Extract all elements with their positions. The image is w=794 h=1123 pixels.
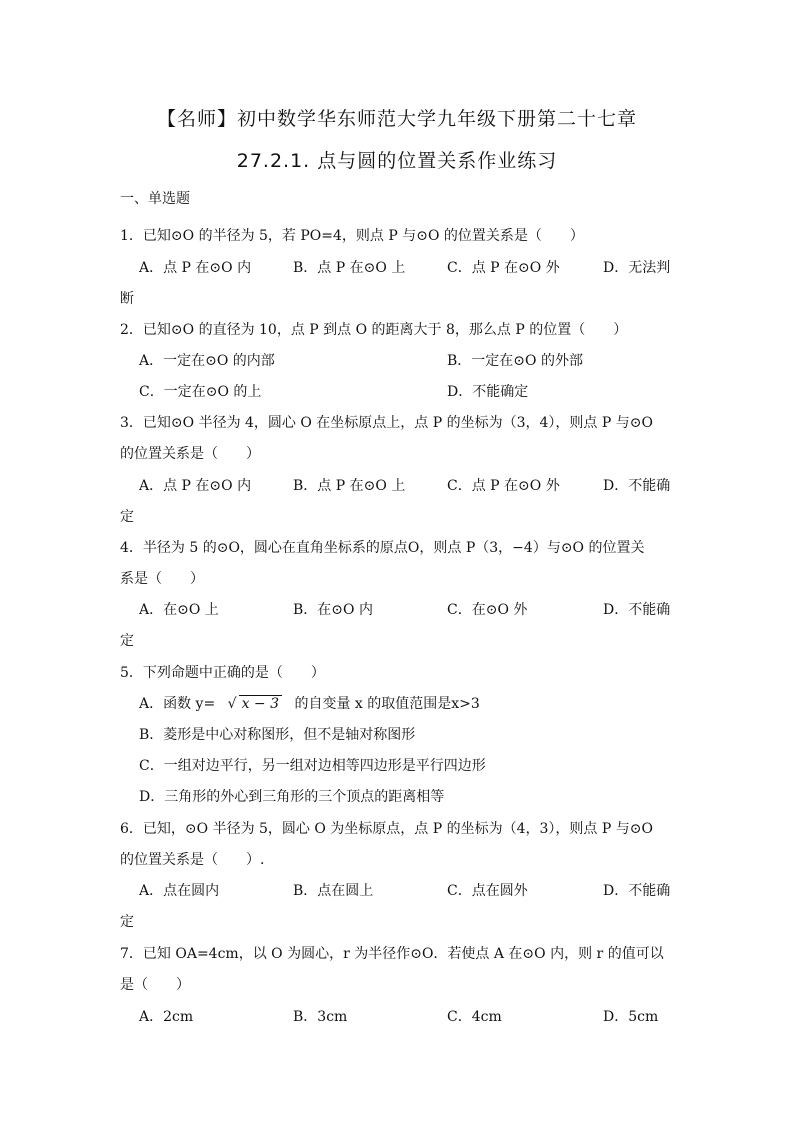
question-5-option-c: C．一组对边平行，另一组对边相等四边形是平行四边形: [139, 758, 486, 774]
question-7-option-a: A．2cm: [139, 1009, 194, 1025]
question-2-option-c: C．一定在⊙O 的上: [139, 384, 262, 400]
question-4-option-c: C．在⊙O 外: [447, 602, 528, 618]
question-3-option-d: D．不能确: [603, 478, 671, 494]
question-2-option-d: D．不能确定: [447, 384, 529, 400]
question-6-stem-line-2: 的位置关系是（ ）.: [120, 852, 265, 868]
question-1-option-a: A．点 P 在⊙O 内: [139, 260, 252, 276]
question-6-option-c: C．点在圆外: [447, 883, 528, 899]
question-4-option-b: B．在⊙O 内: [293, 602, 373, 618]
question-1-option-d-continued: 断: [120, 291, 134, 307]
sqrt-expression: √ x − 3: [228, 696, 282, 712]
question-3-option-b: B．点 P 在⊙O 上: [293, 478, 406, 494]
question-3-option-c: C．点 P 在⊙O 外: [447, 478, 560, 494]
question-5-option-d: D．三角形的外心到三角形的三个顶点的距离相等: [139, 789, 445, 805]
question-5-option-b: B．菱形是中心对称图形，但不是轴对称图形: [139, 727, 416, 743]
question-1-option-b: B．点 P 在⊙O 上: [293, 260, 406, 276]
question-3-option-d-continued: 定: [120, 509, 134, 525]
question-3-option-a: A．点 P 在⊙O 内: [139, 478, 252, 494]
question-7-option-d: D．5cm: [603, 1009, 659, 1025]
question-2-option-a: A．一定在⊙O 的内部: [139, 353, 275, 369]
page-title-line-2: 27.2.1. 点与圆的位置关系作业练习: [236, 150, 558, 172]
section-heading: 一、单选题: [120, 191, 190, 207]
question-5-option-a: [139, 694, 480, 714]
question-1-stem: 1．已知⊙O 的半径为 5，若 PO=4，则点 P 与⊙O 的位置关系是（ ）: [120, 228, 584, 244]
question-4-stem-line-1: 4．半径为 5 的⊙O，圆心在直角坐标系的原点O，则点 P（3，−4）与⊙O 的位置关: [120, 540, 645, 556]
question-6-option-a: A．点在圆内: [139, 883, 220, 899]
question-5-option-a-suffix: 的自变量 x 的取值范围是x>3: [294, 696, 480, 712]
question-6-option-b: B．点在圆上: [293, 883, 374, 899]
question-3-stem-line-1: 3．已知⊙O 半径为 4，圆心 O 在坐标原点上，点 P 的坐标为（3，4），则点 P 与⊙O: [120, 415, 653, 431]
question-1-option-d: D．无法判: [603, 260, 671, 276]
page-title-line-1: 【名师】初中数学华东师范大学九年级下册第二十七章: [156, 108, 637, 130]
question-6-option-d-continued: 定: [120, 914, 134, 930]
question-2-stem: 2．已知⊙O 的直径为 10，点 P 到点 O 的距离大于 8，那么点 P 的位置（ ）: [120, 322, 628, 338]
question-3-stem-line-2: 的位置关系是（ ）: [120, 446, 260, 462]
sqrt-radicand: x − 3: [239, 695, 282, 712]
question-4-option-a: A．在⊙O 上: [139, 602, 219, 618]
question-4-option-d: D．不能确: [603, 602, 671, 618]
question-7-stem-line-2: 是（ ）: [120, 977, 190, 993]
question-4-stem-line-2: 系是（ ）: [120, 571, 204, 587]
question-7-option-b: B．3cm: [293, 1009, 348, 1025]
question-2-option-b: B．一定在⊙O 的外部: [447, 353, 583, 369]
question-6-option-d: D．不能确: [603, 883, 671, 899]
question-5-option-a-prefix: A．函数 y=: [139, 696, 216, 712]
question-6-stem-line-1: 6．已知，⊙O 半径为 5，圆心 O 为坐标原点，点 P 的坐标为（4，3），则点 P 与⊙O: [120, 821, 653, 837]
question-4-option-d-continued: 定: [120, 633, 134, 649]
question-7-option-c: C．4cm: [447, 1009, 502, 1025]
question-1-option-c: C．点 P 在⊙O 外: [447, 260, 560, 276]
question-7-stem-line-1: 7．已知 OA=4cm，以 O 为圆心，r 为半径作⊙O．若使点 A 在⊙O 内，则 r 的值可以: [120, 946, 664, 962]
question-5-stem: 5．下列命题中正确的是（ ）: [120, 665, 325, 681]
